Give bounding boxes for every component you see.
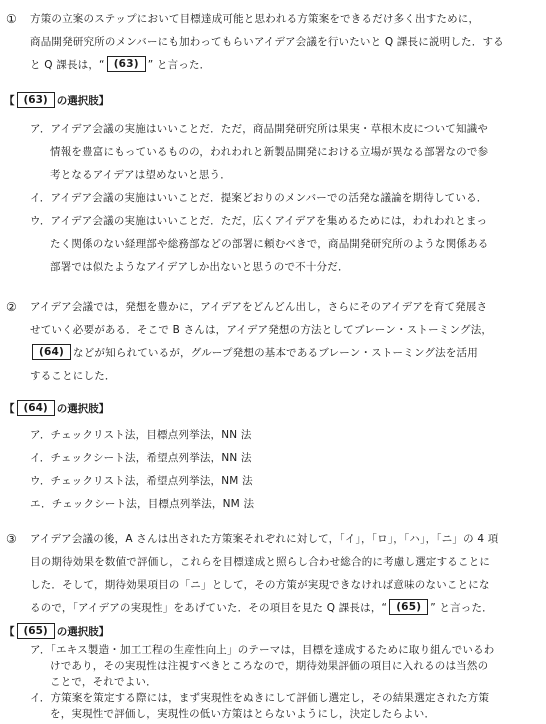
option-u[interactable]: ウ．チェックリスト法，希望点列挙法，NM 法 bbox=[30, 475, 253, 487]
question-text: ” と言った． bbox=[147, 59, 211, 71]
answer-blank-ref-63: (63) bbox=[17, 92, 55, 108]
option-a-cont: ことで，それでよい． bbox=[50, 676, 157, 688]
option-e[interactable]: エ．チェックシート法，目標点列挙法，NM 法 bbox=[30, 498, 255, 510]
option-a-cont: けであり，その実現性は注視すべきところなので，期待効果評価の項目に入れるのは当然の bbox=[50, 660, 489, 672]
option-a-cont: 考となるアイデアは望めないと思う． bbox=[50, 169, 231, 181]
question-text: と Q 課長は，“ bbox=[30, 59, 105, 71]
choice-heading-label: の選択肢】 bbox=[56, 626, 110, 638]
choice-heading-63 bbox=[4, 92, 109, 111]
question-text-line bbox=[30, 56, 210, 75]
question-text: ” と言った． bbox=[430, 602, 493, 614]
question-number: ③ bbox=[6, 532, 17, 546]
question-text-line: した．そして，期待効果項目の「ニ」として，その方策が実現できなければ意味のないことにな bbox=[30, 579, 490, 591]
answer-blank-65[interactable]: (65) bbox=[389, 599, 428, 615]
option-i[interactable]: イ．方策案を策定する際には，まず実現性をぬきにして評価し選定し，その結果選定された方策 bbox=[30, 692, 490, 704]
answer-blank-ref-65: (65) bbox=[17, 623, 55, 639]
option-u[interactable]: ウ．アイデア会議の実施はいいことだ．ただ，広くアイデアを集めるためには，われわれとまっ bbox=[30, 215, 488, 227]
choice-heading-label: の選択肢】 bbox=[56, 403, 110, 415]
question-number: ② bbox=[6, 300, 17, 314]
bracket: 【 bbox=[4, 95, 15, 107]
question-text-line: 目の期待効果を数値で評価し，これらを目標達成と照らし合わせ総合的に考慮し選定することに bbox=[30, 556, 491, 568]
question-text-line: せていく必要がある．そこで B さんは，アイデア発想の方法としてブレーン・ストーミング法， bbox=[30, 324, 493, 336]
question-text-line bbox=[30, 344, 478, 363]
option-a[interactable]: ア．チェックリスト法，目標点列挙法，NN 法 bbox=[30, 429, 252, 441]
option-a[interactable]: ア．「エキス製造・加工工程の生産性向上」のテーマは，目標を達成するために取り組んでいるわ bbox=[30, 644, 495, 656]
option-u-cont: 部署では似たようなアイデアしか出ないと思うので不十分だ． bbox=[50, 261, 349, 273]
choice-heading-64 bbox=[4, 400, 109, 419]
choice-heading-label: の選択肢】 bbox=[56, 95, 110, 107]
question-text-line bbox=[30, 599, 493, 618]
answer-blank-64[interactable]: (64) bbox=[32, 344, 71, 360]
option-u-cont: たく関係のない経理部や総務部などの部署に頼むべきで，商品開発研究所のような関係ある bbox=[50, 238, 489, 250]
question-text: るので，「アイデアの実現性」をあげていた．その項目を見た Q 課長は，“ bbox=[30, 602, 388, 614]
question-text-line: することにした． bbox=[30, 370, 116, 382]
option-a[interactable]: ア．アイデア会議の実施はいいことだ．ただ，商品開発研究所は果実・草根木皮について知識や bbox=[30, 123, 489, 135]
option-i-cont: を，実現性で評価し，実現性の低い方策はとらないようにし，決定したらよい． bbox=[50, 708, 436, 720]
option-a-cont: 情報を豊富にもっているものの，われわれと新製品開発における立場が異なる部署なので参 bbox=[50, 146, 489, 158]
answer-blank-ref-64: (64) bbox=[17, 400, 55, 416]
question-text: などが知られているが，グループ発想の基本であるブレーン・ストーミング法を活用 bbox=[73, 347, 478, 359]
question-text-line: 方策の立案のステップにおいて目標達成可能と思われる方策案をできるだけ多く出すために， bbox=[30, 13, 480, 25]
option-i[interactable]: イ．アイデア会議の実施はいいことだ．提案どおりのメンバーでの活発な議論を期待している． bbox=[30, 192, 488, 204]
option-i[interactable]: イ．チェックシート法，希望点列挙法，NN 法 bbox=[30, 452, 252, 464]
choice-heading-65 bbox=[4, 623, 109, 642]
question-number: ① bbox=[6, 12, 17, 26]
bracket: 【 bbox=[4, 403, 15, 415]
answer-blank-63[interactable]: (63) bbox=[107, 56, 146, 72]
question-text-line: アイデア会議の後，A さんは出された方策案それぞれに対して，「イ」，「ロ」，「ハ」，「ニ」の 4 項 bbox=[30, 533, 499, 545]
question-text-line: 商品開発研究所のメンバーにも加わってもらいアイデア会議を行いたいと Q 課長に説明した．する bbox=[30, 36, 504, 48]
question-text-line: アイデア会議では，発想を豊かに，アイデアをどんどん出し，さらにそのアイデアを育て発展さ bbox=[30, 301, 488, 313]
bracket: 【 bbox=[4, 626, 15, 638]
